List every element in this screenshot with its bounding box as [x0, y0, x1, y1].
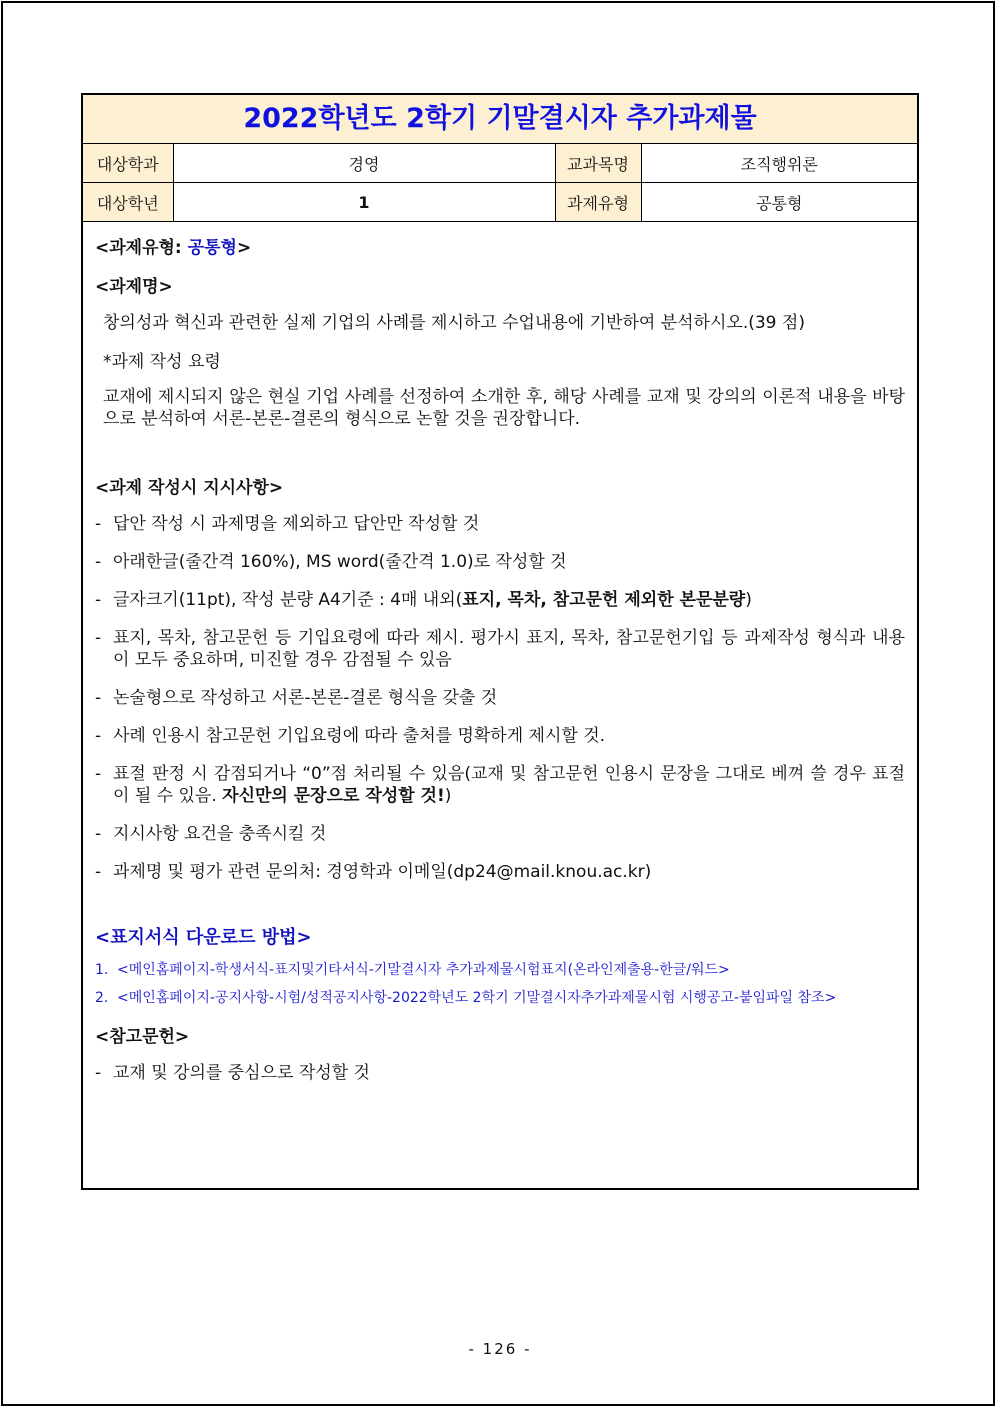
instruction-text: 아래한글(줄간격 160%), MS word(줄간격 1.0)로 작성할 것 — [113, 552, 567, 572]
list-item — [95, 1062, 905, 1084]
instruction-text: ) — [745, 590, 752, 610]
year-value: 1 — [173, 183, 555, 222]
course-value: 조직행위론 — [641, 144, 917, 183]
instruction-text: 표절 판정 시 감점되거나 “0”점 처리될 수 있음(교재 및 참고문헌 인용시 문장을 그대로 베껴 쓸 경우 표절이 될 수 있음. — [113, 764, 905, 806]
references-header: <참고문헌> — [95, 1027, 190, 1047]
content — [83, 222, 917, 1084]
dept-label: 대상학과 — [83, 144, 173, 183]
guide-header: *과제 작성 요령 — [103, 352, 221, 372]
instruction-text: 과제명 및 평가 관련 문의처: 경영학과 이메일(dp24@mail.knou.ac.kr) — [113, 862, 652, 882]
dash-marker: - — [95, 726, 102, 746]
dept-value: 경영 — [173, 144, 555, 183]
instruction-bold: 자신만의 문장으로 작성할 것! — [222, 786, 445, 806]
assign-type-suffix: > — [236, 238, 252, 258]
type-label: 과제유형 — [555, 183, 641, 222]
dash-marker: - — [95, 590, 102, 610]
list-item — [95, 687, 905, 709]
document-title: 2022학년도 2학기 기말결시자 추가과제물 — [83, 95, 917, 144]
list-item — [95, 551, 905, 573]
assignment-box — [81, 93, 919, 1190]
instruction-text: 사례 인용시 참고문헌 기입요령에 따라 출처를 명확하게 제시할 것. — [113, 726, 606, 746]
type-value: 공통형 — [641, 183, 917, 222]
dash-marker: - — [95, 552, 102, 572]
instruction-text: 논술형으로 작성하고 서론-본론-결론 형식을 갖출 것 — [113, 688, 498, 708]
instructions-header: <과제 작성시 지시사항> — [95, 478, 284, 498]
list-item — [95, 725, 905, 747]
references-list — [95, 1062, 905, 1084]
dash-marker: - — [95, 688, 102, 708]
instruction-text: 글자크기(11pt), 작성 분량 A4기준 : 4매 내외( — [113, 590, 463, 610]
assign-type-header — [95, 234, 905, 273]
list-item — [95, 861, 905, 883]
list-item — [95, 627, 905, 671]
dash-marker: - — [95, 764, 102, 784]
instruction-bold: 표지, 목차, 참고문헌 제외한 본문분량 — [462, 590, 746, 610]
list-item — [95, 987, 905, 1009]
download-step: <메인홈페이지-공지사항-시험/성적공지사항-2022학년도 2학기 기말결시자추가과제물시험 시행공고-붙임파일 참조> — [117, 990, 837, 1006]
assign-type-prefix: <과제유형: — [95, 238, 188, 258]
guide-text: 교재에 제시되지 않은 현실 기업 사례를 선정하여 소개한 후, 해당 사례를 교재 및 강의의 이론적 내용을 바탕으로 분석하여 서론-본론-결론의 형식으로 논할 것을 권장합니다. — [103, 387, 905, 429]
list-item — [95, 959, 905, 981]
list-item — [95, 513, 905, 535]
dash-marker: - — [95, 862, 102, 882]
assign-type-value: 공통형 — [187, 238, 237, 258]
assign-name-text: 창의성과 혁신과 관련한 실제 기업의 사례를 제시하고 수업내용에 기반하여 분석하시오.(39 점) — [103, 313, 805, 333]
dash-marker: - — [95, 824, 102, 844]
year-label: 대상학년 — [83, 183, 173, 222]
list-item — [95, 823, 905, 845]
download-list — [95, 959, 905, 1009]
instruction-text: ) — [444, 786, 452, 806]
course-label: 교과목명 — [555, 144, 641, 183]
download-step: <메인홈페이지-학생서식-표지및기타서식-기말결시자 추가과제물시험표지(온라인제출용-한글/워드> — [117, 962, 730, 978]
item-number: 2. — [95, 990, 109, 1006]
info-table — [83, 144, 917, 222]
reference-text: 교재 및 강의를 중심으로 작성할 것 — [113, 1063, 370, 1083]
download-header: <표지서식 다운로드 방법> — [95, 927, 312, 948]
info-row — [83, 183, 917, 222]
dash-marker: - — [95, 628, 102, 648]
instructions-list — [95, 513, 905, 883]
dash-marker: - — [95, 514, 102, 534]
list-item — [95, 589, 905, 611]
assign-name-header: <과제명> — [95, 277, 173, 297]
page-number: - 126 - — [468, 1340, 532, 1358]
list-item — [95, 763, 905, 807]
instruction-text: 지시사항 요건을 충족시킬 것 — [113, 824, 327, 844]
instruction-text: 답안 작성 시 과제명을 제외하고 답안만 작성할 것 — [113, 514, 480, 534]
instruction-text: 표지, 목차, 참고문헌 등 기입요령에 따라 제시. 평가시 표지, 목차, 참고문헌기입 등 과제작성 형식과 내용이 모두 중요하며, 미진할 경우 감점될 수 있음 — [113, 628, 905, 670]
item-number: 1. — [95, 962, 109, 978]
dash-marker: - — [95, 1063, 102, 1083]
info-row — [83, 144, 917, 183]
